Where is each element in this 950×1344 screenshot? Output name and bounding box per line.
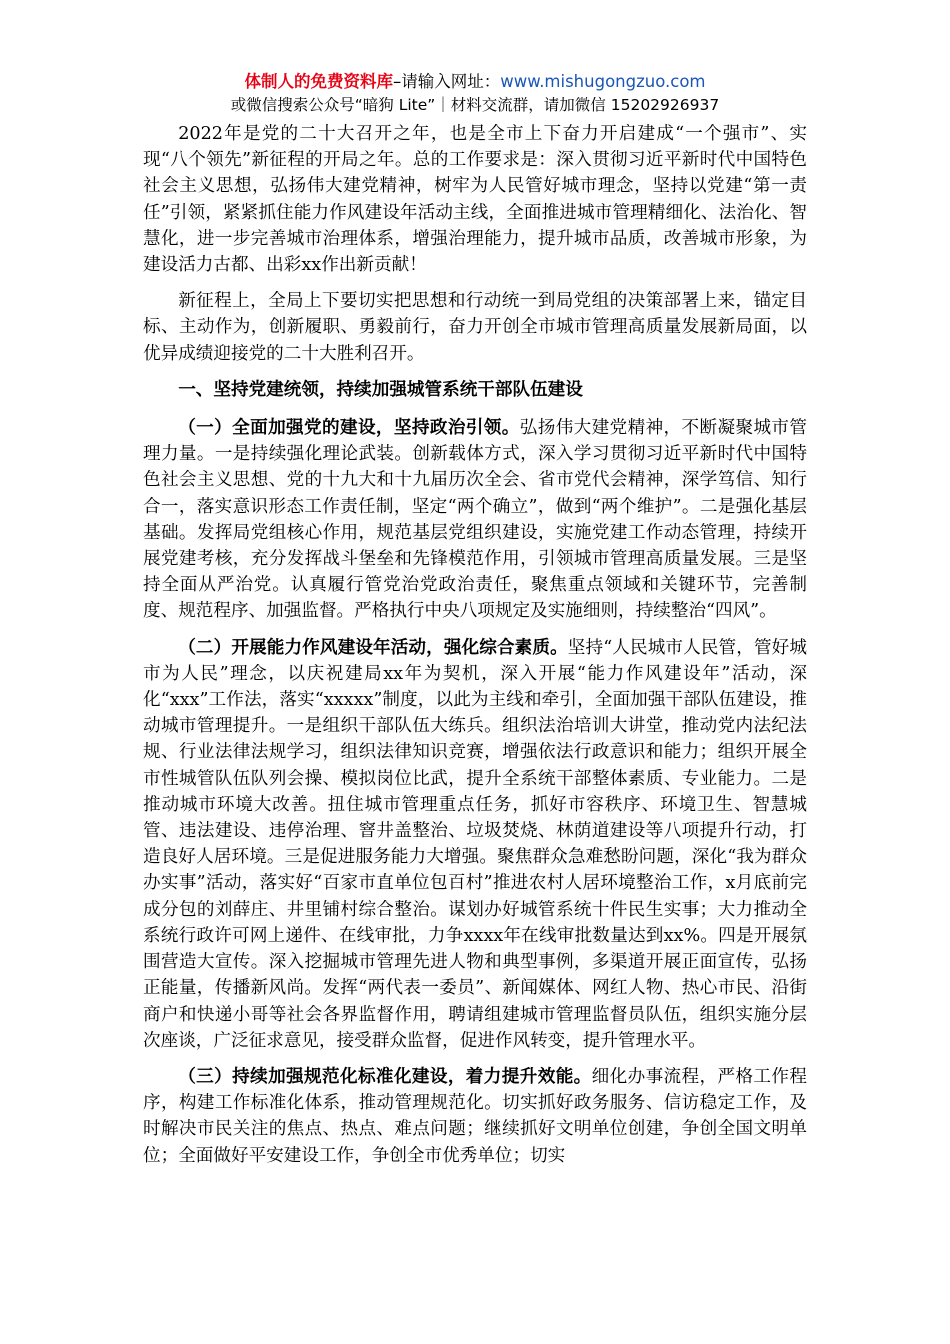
- subsection-3-text: 细化办事流程，严格工作程序，构建工作标准化体系，推动管理规范化。切实抓好政务服务、信访稳定工作，及时解决市民关注的焦点、热点、难点问题；继续抓好文明单位创建，争创全国文明单位；全面做好平安建设工作，争创全市优秀单位；切实: [143, 1066, 807, 1166]
- header-prompt: –请输入网址：: [392, 72, 501, 91]
- second-paragraph: 新征程上，全局上下要切实把思想和行动统一到局党组的决策部署上来，锚定目标、主动作为，创新履职、勇毅前行，奋力开创全市城市管理高质量发展新局面，以优异成绩迎接党的二十大胜利召开。: [143, 291, 807, 364]
- subsection-1-paragraph: [143, 415, 807, 625]
- header-url-link[interactable]: www.mishugongzuo.com: [500, 72, 706, 91]
- header-line-1: [0, 70, 950, 94]
- subsection-2-paragraph: [143, 635, 807, 1054]
- subsection-2-lead: （二）开展能力作风建设年活动，强化综合素质。: [178, 637, 568, 658]
- document-body: [143, 121, 807, 1179]
- section-1-heading: 一、坚持党建统领，持续加强城管系统干部队伍建设: [178, 379, 583, 400]
- header-brand: 体制人的免费资料库: [244, 72, 393, 91]
- subsection-3-paragraph: [143, 1064, 807, 1169]
- header-line-2: 或微信搜索公众号“暗狗 Lite”｜材料交流群，请加微信 15202926937: [230, 96, 720, 114]
- intro-paragraph: 2022年是党的二十大召开之年，也是全市上下奋力开启建成“一个强市”、实现“八个领先”新征程的开局之年。总的工作要求是：深入贯彻习近平新时代中国特色社会主义思想，弘扬伟大建党精神，树牢为人民管好城市理念，坚持以党建“第一责任”引领，紧紧抓住能力作风建设年活动主线，全面推进城市管理精细化、法治化、智慧化，进一步完善城市治理体系，增强治理能力，提升城市品质，改善城市形象，为建设活力古都、出彩xx作出新贡献！: [143, 124, 807, 276]
- subsection-2-text: 坚持“人民城市人民管，管好城市为人民”理念，以庆祝建局xx年为契机，深入开展“能力作风建设年”活动，深化“xxx”工作法，落实“xxxxx”制度，以此为主线和牵引，全面加强干部队伍建设，推动城市管理提升。一是组织干部队伍大练兵。组织法治培训大讲堂，推动党内法纪法规、行业法律法规学习，组织法律知识竞赛，增强依法行政意识和能力；组织开展全市性城管队伍队列会操、模拟岗位比武，提升全系统干部整体素质、专业能力。二是推动城市环境大改善。扭住城市管理重点任务，抓好市容秩序、环境卫生、智慧城管、违法建设、违停治理、窨井盖整治、垃圾焚烧、林荫道建设等八项提升行动，打造良好人居环境。三是促进服务能力大增强。聚焦群众急难愁盼问题，深化“我为群众办实事”活动，落实好“百家市直单位包百村”推进农村人居环境整治工作，x月底前完成分包的刘薛庄、井里铺村综合整治。谋划办好城管系统十件民生实事；大力推动全系统行政许可网上递件、在线审批，力争xxxx年在线审批数量达到xx%。四是开展氛围营造大宣传。深入挖掘城市管理先进人物和典型事例，多渠道开展正面宣传，弘扬正能量，传播新风尚。发挥“两代表一委员”、新闻媒体、网红人物、热心市民、沿街商户和快递小哥等社会各界监督作用，聘请组建城市管理监督员队伍，组织实施分层次座谈，广泛征求意见，接受群众监督，促进作风转变，提升管理水平。: [143, 637, 807, 1051]
- watermark-header: [0, 70, 950, 116]
- subsection-1-lead: （一）全面加强党的建设，坚持政治引领。: [178, 418, 520, 439]
- subsection-1-text: 弘扬伟大建党精神，不断凝聚城市管理力量。一是持续强化理论武装。创新载体方式，深入学习贯彻习近平新时代中国特色社会主义思想、党的十九大和十九届历次全会、省市党代会精神，深学笃信、知行合一，落实意识形态工作责任制，坚定“两个确立”，做到“两个维护”。二是强化基层基础。发挥局党组核心作用，规范基层党组织建设，实施党建工作动态管理，持续开展党建考核，充分发挥战斗堡垒和先锋模范作用，引领城市管理高质量发展。三是坚持全面从严治党。认真履行管党治党政治责任，聚焦重点领域和关键环节，完善制度、规范程序、加强监督。严格执行中央八项规定及实施细则，持续整治“四风”。: [143, 418, 807, 622]
- subsection-3-lead: （三）持续加强规范化标准化建设，着力提升效能。: [178, 1066, 592, 1087]
